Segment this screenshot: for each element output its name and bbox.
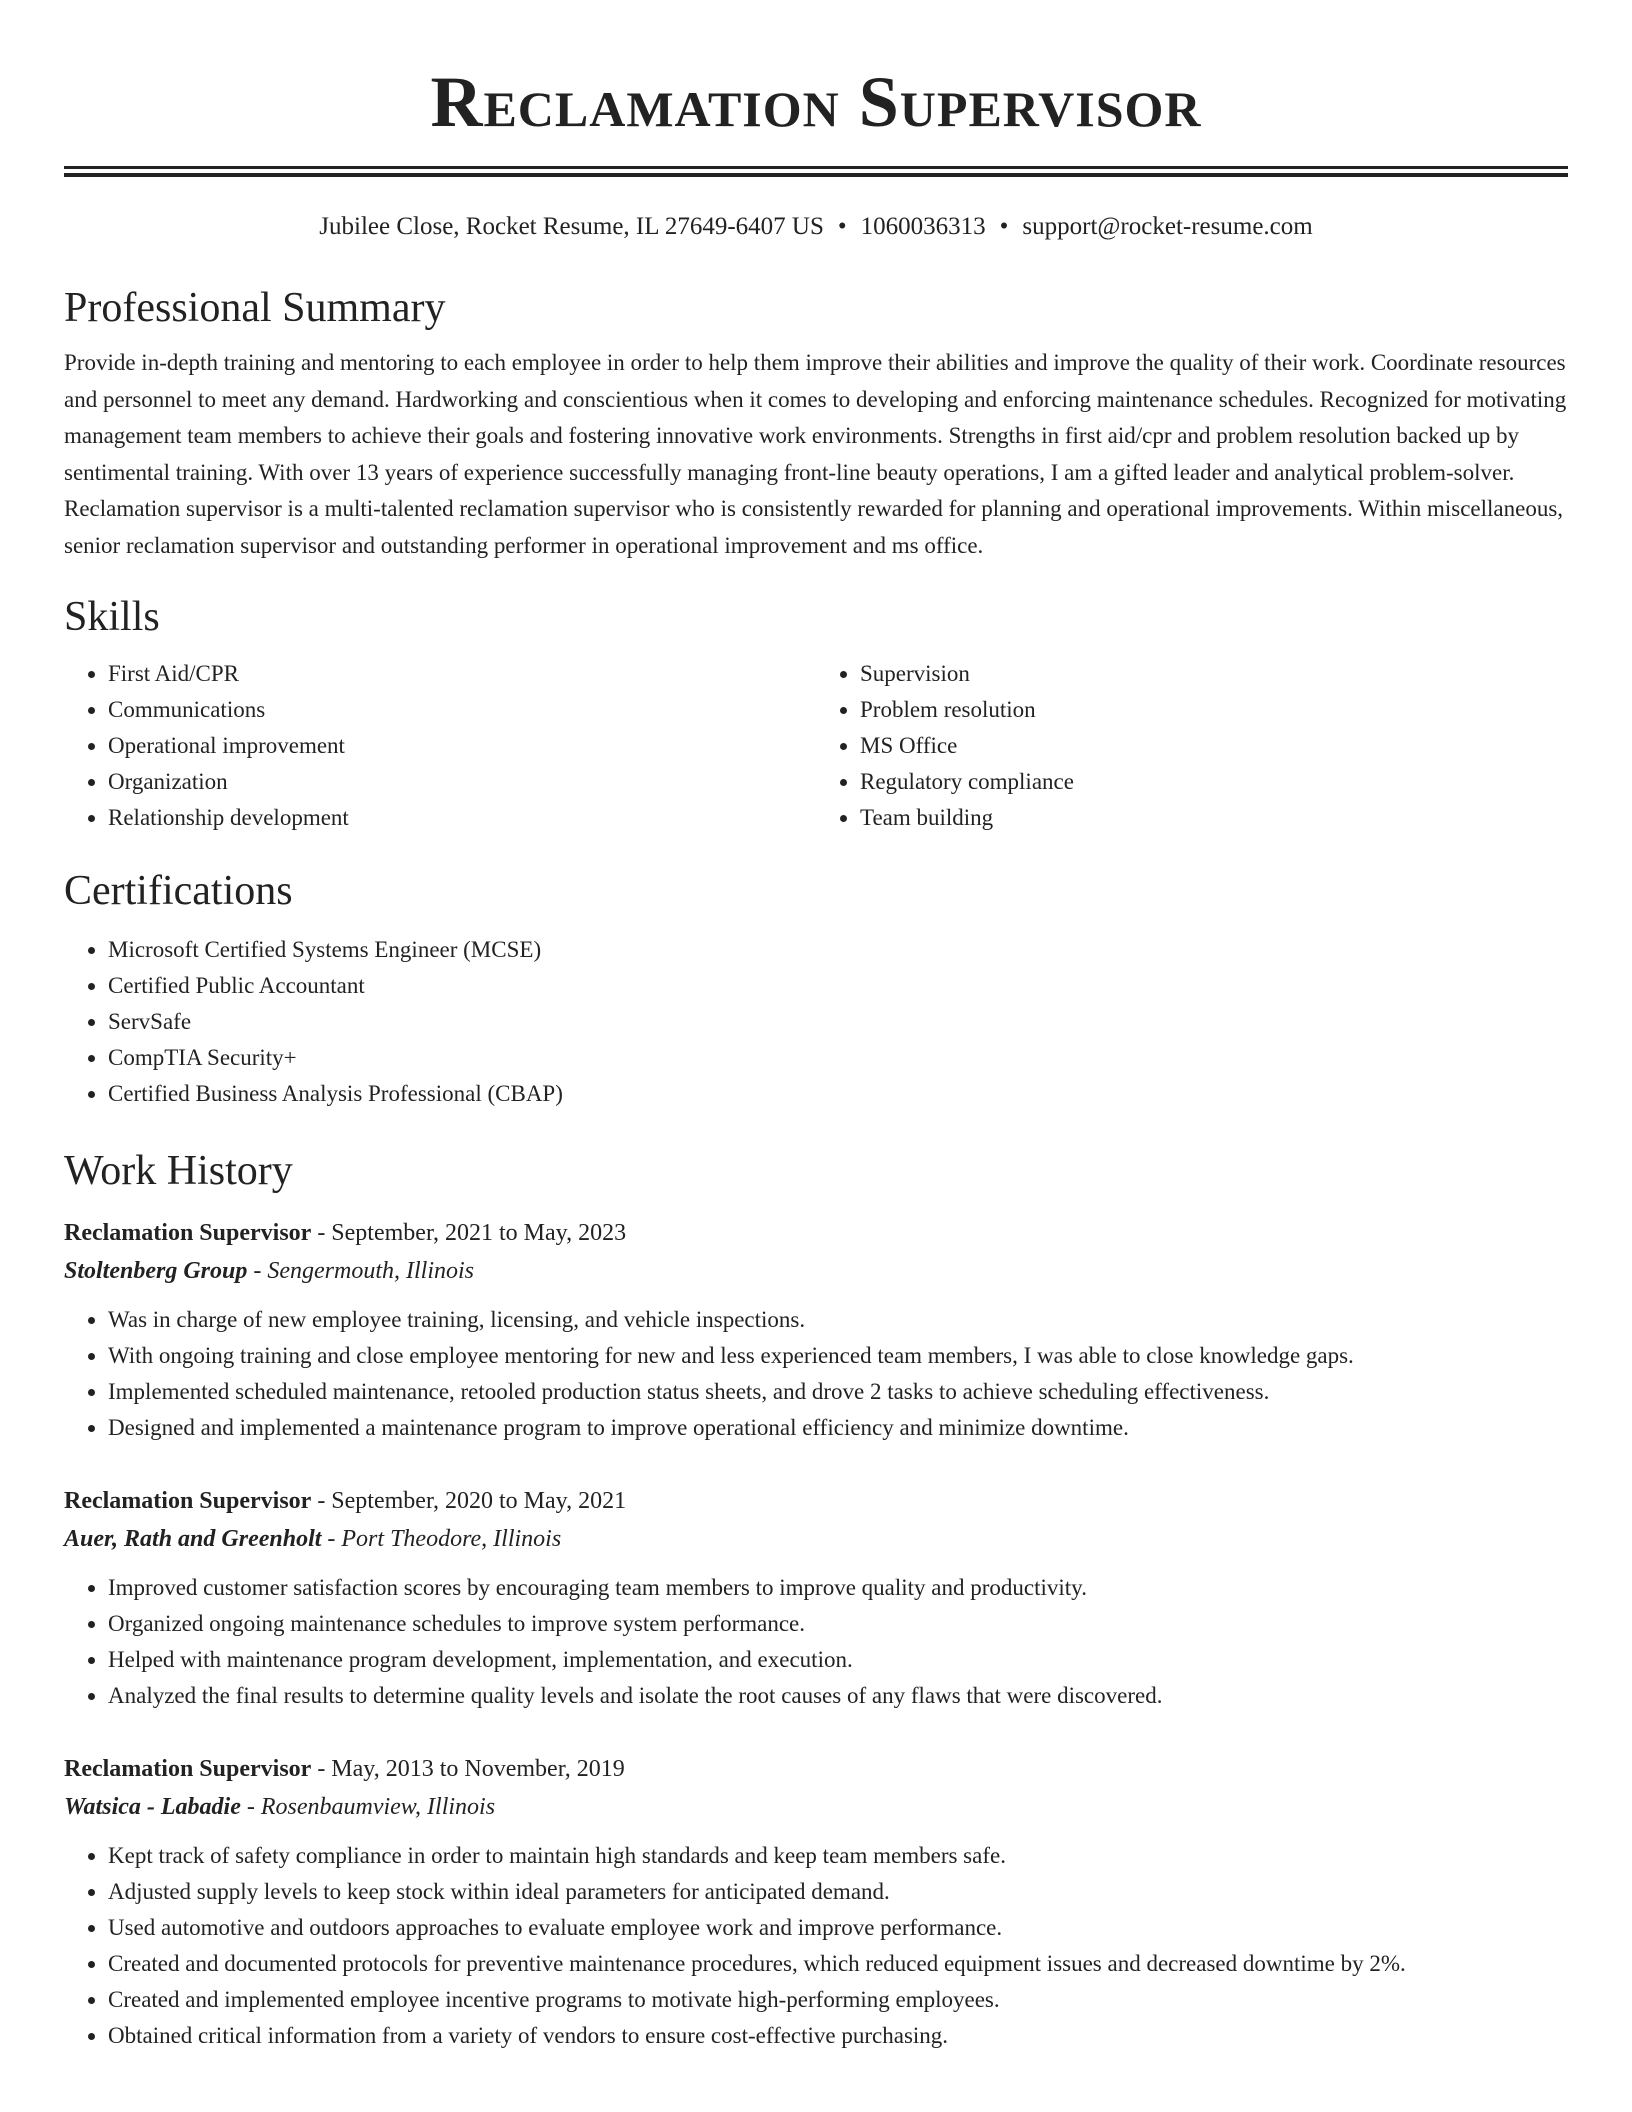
skill-item: • Communications [108, 692, 816, 728]
section-title-summary: Professional Summary [64, 285, 446, 331]
skill-item: • MS Office [860, 728, 1568, 764]
job-bullets [64, 1570, 1568, 1714]
job-bullets [64, 1838, 1568, 2054]
resume-page [64, 0, 1568, 2054]
section-title-certifications: Certifications [64, 868, 293, 914]
section-title-skills: Skills [64, 594, 160, 640]
job-role: Reclamation Supervisor [64, 1220, 312, 1246]
job-entry [64, 1482, 1568, 1714]
job-company-line [64, 1788, 1568, 1826]
job-dates: - September, 2020 to May, 2021 [311, 1488, 627, 1514]
job-company: Stoltenberg Group [64, 1258, 248, 1284]
certification-item: • Microsoft Certified Systems Engineer (MCSE) [108, 932, 1568, 968]
certification-item: • Certified Public Accountant [108, 968, 1568, 1004]
skill-item: • First Aid/CPR [108, 656, 816, 692]
contact-address: Jubilee Close, Rocket Resume, IL 27649-6407 US [319, 213, 824, 240]
skill-item: • Organization [108, 764, 816, 800]
job-bullets [64, 1302, 1568, 1446]
job-bullet: • Created and documented protocols for preventive maintenance procedures, which reduced equipment issues and decreased downtime by 2%. [108, 1946, 1568, 1982]
job-bullet: • Organized ongoing maintenance schedules to improve system performance. [108, 1606, 1568, 1642]
job-company: Auer, Rath and Greenholt [64, 1526, 322, 1552]
skills-list-right [816, 656, 1568, 836]
skills-columns [64, 656, 1568, 836]
job-bullet: • Created and implemented employee incentive programs to motivate high-performing employees. [108, 1982, 1568, 2018]
certification-item: • CompTIA Security+ [108, 1040, 1568, 1076]
skill-item: • Team building [860, 800, 1568, 836]
job-bullet: • Helped with maintenance program development, implementation, and execution. [108, 1642, 1568, 1678]
skill-item: • Operational improvement [108, 728, 816, 764]
skills-list-left [64, 656, 816, 836]
job-bullet: • Designed and implemented a maintenance program to improve operational efficiency and minimize downtime. [108, 1410, 1568, 1446]
summary-text: Provide in-depth training and mentoring to each employee in order to help them improve their abilities and improve the quality of their work. Coordinate resources and personnel to meet any demand. Hardworking and conscientious when it comes to developing and enforcing maintenance schedules. Recognized for motivating management team members to achieve their goals and fostering innovative work environments. Strengths in first aid/cpr and problem resolution backed up by sentimental training. With over 13 years of experience successfully managing front-line beauty operations, I am a gifted leader and analytical problem-solver. Reclamation supervisor is a multi-talented reclamation supervisor who is consistently rewarded for planning and operational improvements. Within miscellaneous, senior reclamation supervisor and outstanding performer in operational improvement and ms office. [64, 350, 1567, 558]
job-bullet: • With ongoing training and close employee mentoring for new and less experienced team members, I was able to close knowledge gaps. [108, 1338, 1568, 1374]
job-location: - Sengermouth, Illinois [247, 1258, 475, 1284]
job-bullet: • Improved customer satisfaction scores by encouraging team members to improve quality and productivity. [108, 1570, 1568, 1606]
skill-item: • Supervision [860, 656, 1568, 692]
job-bullet: • Implemented scheduled maintenance, retooled production status sheets, and drove 2 tasks to achieve scheduling effectiveness. [108, 1374, 1568, 1410]
job-dates: - May, 2013 to November, 2019 [311, 1756, 625, 1782]
certifications-list [64, 932, 1568, 1112]
contact-email: support@rocket-resume.com [1022, 213, 1313, 240]
contact-separator: • [837, 213, 847, 240]
contact-phone: 1060036313 [860, 213, 986, 240]
skill-item: • Problem resolution [860, 692, 1568, 728]
job-entry [64, 1214, 1568, 1446]
job-role: Reclamation Supervisor [64, 1488, 312, 1514]
job-dates: - September, 2021 to May, 2023 [311, 1220, 627, 1246]
job-title-line [64, 1482, 1568, 1520]
job-title-line [64, 1750, 1568, 1788]
contact-separator: • [999, 213, 1009, 240]
candidate-name: Reclamation Supervisor [430, 62, 1202, 142]
job-company-line [64, 1252, 1568, 1290]
job-bullet: • Used automotive and outdoors approaches to evaluate employee work and improve performance. [108, 1910, 1568, 1946]
job-bullet: • Analyzed the final results to determine quality levels and isolate the root causes of any flaws that were discovered. [108, 1678, 1568, 1714]
header-divider-bottom [64, 173, 1568, 177]
job-bullet: • Obtained critical information from a variety of vendors to ensure cost-effective purchasing. [108, 2018, 1568, 2054]
job-bullet: • Was in charge of new employee training, licensing, and vehicle inspections. [108, 1302, 1568, 1338]
job-title-line [64, 1214, 1568, 1252]
header-divider-top [64, 166, 1568, 169]
skill-item: • Regulatory compliance [860, 764, 1568, 800]
section-title-work-history: Work History [64, 1148, 293, 1194]
job-role: Reclamation Supervisor [64, 1756, 312, 1782]
contact-line [64, 211, 1568, 243]
job-company: Watsica - Labadie [64, 1794, 241, 1820]
certification-item: • ServSafe [108, 1004, 1568, 1040]
job-location: - Port Theodore, Illinois [321, 1526, 562, 1552]
job-bullet: • Kept track of safety compliance in order to maintain high standards and keep team members safe. [108, 1838, 1568, 1874]
certification-item: • Certified Business Analysis Professional (CBAP) [108, 1076, 1568, 1112]
job-company-line [64, 1520, 1568, 1558]
job-entry [64, 1750, 1568, 2054]
skill-item: • Relationship development [108, 800, 816, 836]
job-location: - Rosenbaumview, Illinois [240, 1794, 496, 1820]
job-bullet: • Adjusted supply levels to keep stock within ideal parameters for anticipated demand. [108, 1874, 1568, 1910]
